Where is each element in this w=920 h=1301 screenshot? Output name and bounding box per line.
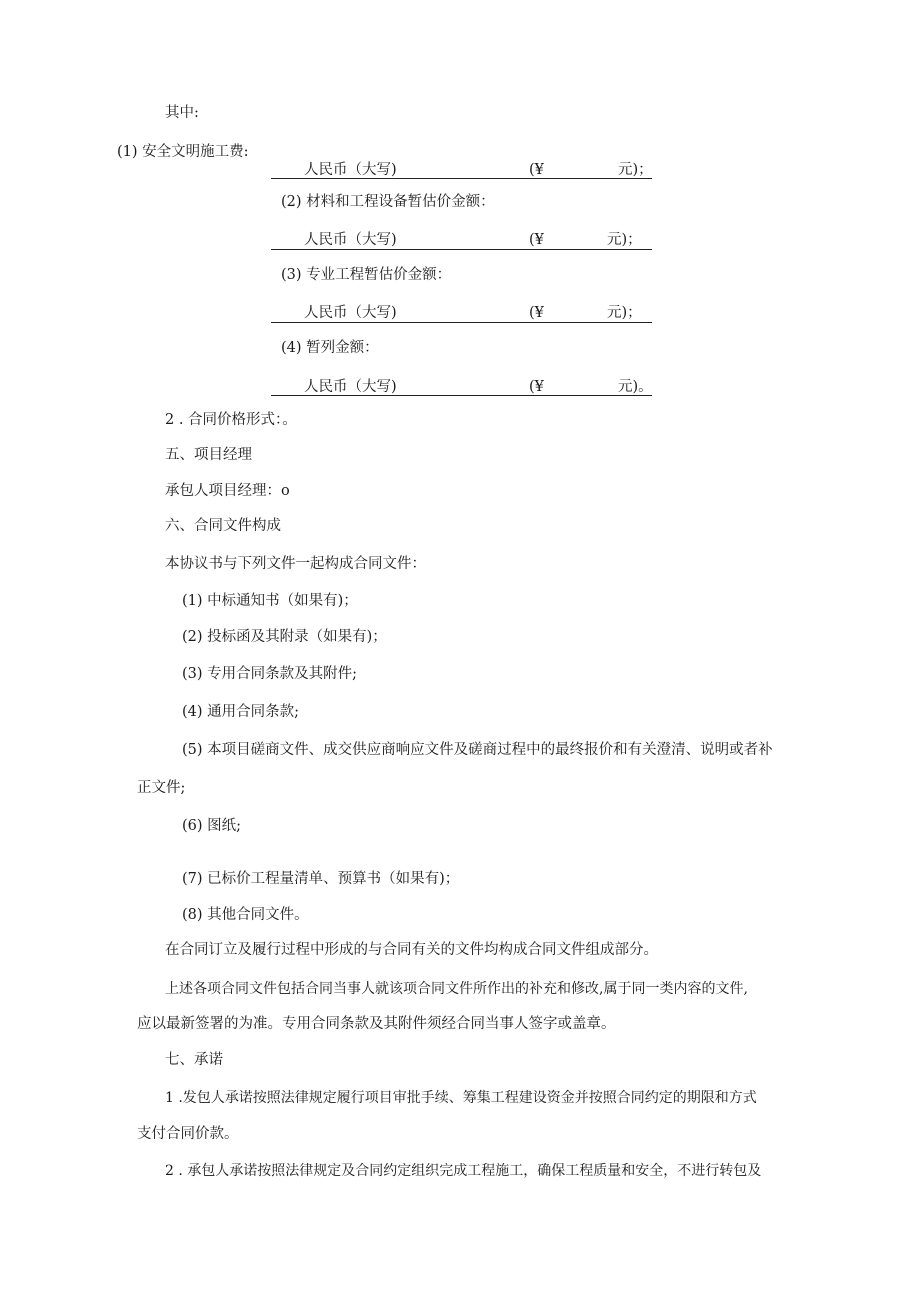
- fee-2-label: (2) 材料和工程设备暂估价金额：: [281, 194, 495, 210]
- fee-2-rmb: 人民币（大写): [304, 232, 397, 248]
- fee-3-yuan: 元)；: [607, 305, 642, 321]
- doc-item-5: (5) 本项目磋商文件、成交供应商响应文件及磋商过程中的最终报价和有关澄清、说明或者补: [182, 742, 773, 758]
- fee-3-underline: [271, 322, 652, 323]
- section-7-heading: 七、承诺: [165, 1052, 223, 1068]
- fee-3-rmb: 人民币（大写): [304, 305, 397, 321]
- fee-4-label: (4) 暂列金额：: [281, 340, 379, 356]
- fee-1-label: (1) 安全文明施工费:: [117, 144, 249, 160]
- promise-1-line-2: 支付合同价款。: [137, 1126, 239, 1142]
- fee-2-underline: [271, 249, 652, 250]
- section-6-para-1: 在合同订立及履行过程中形成的与合同有关的文件均构成合同文件组成部分。: [165, 942, 658, 958]
- intro-text: 其中:: [165, 105, 199, 121]
- fee-1-yuan: 元)；: [618, 162, 653, 178]
- fee-4-yuan: 元)。: [618, 379, 653, 395]
- fee-4-underline: [271, 395, 652, 396]
- promise-2-line-1: 2 . 承包人承诺按照法律规定及合同约定组织完成工程施工，确保工程质量和安全，不进行转包及: [165, 1163, 762, 1179]
- fee-3-yen: (¥: [529, 305, 544, 321]
- doc-item-3: (3) 专用合同条款及其附件;: [182, 666, 358, 682]
- fee-1-underline: [271, 178, 652, 179]
- fee-1-yen: (¥: [529, 162, 544, 178]
- section-6-heading: 六、合同文件构成: [165, 518, 281, 534]
- fee-2-yuan: 元)；: [607, 232, 642, 248]
- doc-item-2: (2) 投标函及其附录（如果有)；: [182, 629, 387, 645]
- section-5-heading: 五、项目经理: [165, 447, 252, 463]
- doc-item-1: (1) 中标通知书（如果有)；: [182, 593, 358, 609]
- fee-1-rmb: 人民币（大写): [304, 162, 397, 178]
- price-form-line: 2 . 合同价格形式：。: [165, 412, 297, 428]
- fee-2-yen: (¥: [529, 232, 544, 248]
- fee-3-label: (3) 专业工程暂估价金额：: [281, 267, 452, 283]
- doc-item-5-cont: 正文件;: [137, 780, 186, 796]
- doc-item-8: (8) 其他合同文件。: [182, 907, 309, 923]
- doc-item-7: (7) 已标价工程量清单、预算书（如果有)；: [182, 871, 460, 887]
- doc-item-6: (6) 图纸;: [182, 818, 242, 834]
- section-6-para-2-line-2: 应以最新签署的为准。专用合同条款及其附件须经合同当事人签字或盖章。: [137, 1016, 616, 1032]
- doc-item-4: (4) 通用合同条款;: [182, 704, 300, 720]
- promise-1-line-1: 1 .发包人承诺按照法律规定履行项目审批手续、筹集工程建设资金并按照合同约定的期限和方式: [165, 1090, 757, 1106]
- project-manager-line: 承包人项目经理：o: [165, 483, 290, 499]
- fee-4-yen: (¥: [529, 379, 544, 395]
- section-6-intro: 本协议书与下列文件一起构成合同文件：: [165, 556, 426, 572]
- fee-4-rmb: 人民币（大写): [304, 379, 397, 395]
- section-6-para-2-line-1: 上述各项合同文件包括合同当事人就该项合同文件所作出的补充和修改,属于同一类内容的文件,: [165, 981, 748, 997]
